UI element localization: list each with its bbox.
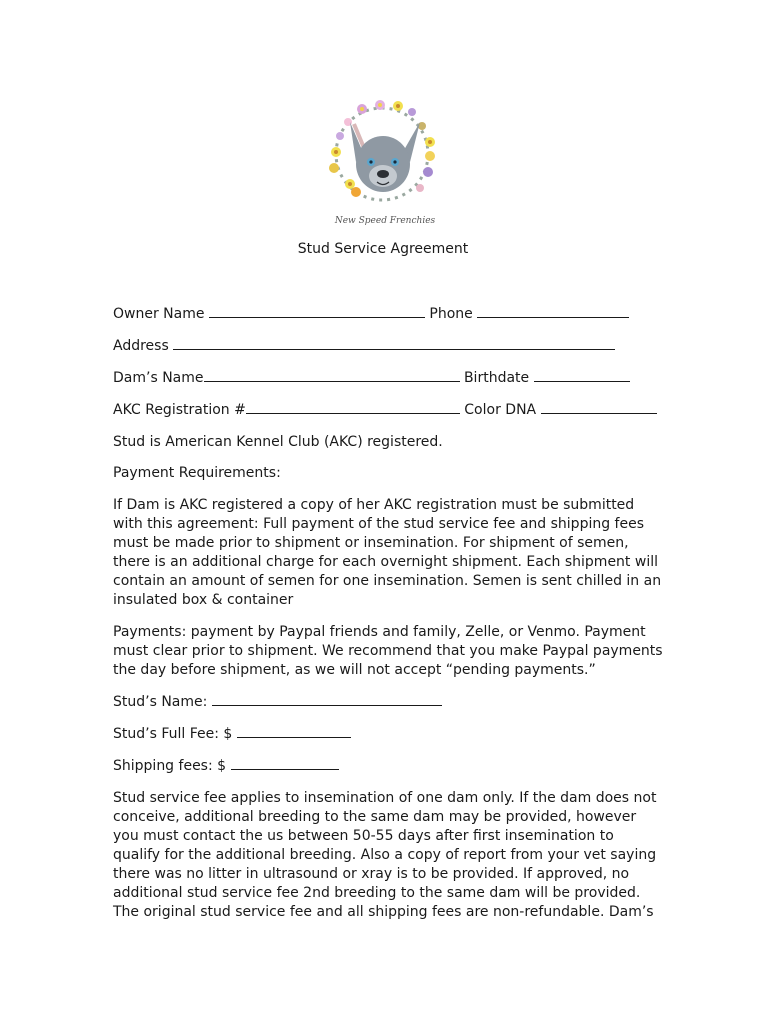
birthdate-field[interactable] bbox=[534, 369, 630, 382]
paragraph-registration-payment: If Dam is AKC registered a copy of her AKC registration must be submitted with this agreement: Full payment of the stud service fee and shipping fees must be made prior to shipment or insemination. For shipment of semen, there is an additional charge for each overnight shipment. Each shipment will contain an amount of semen for one insemination. Semen is sent chilled in an insulated box & container bbox=[113, 497, 662, 608]
stud-name-label: Stud’s Name: bbox=[113, 694, 208, 710]
owner-name-label: Owner Name bbox=[113, 306, 205, 322]
akc-registration-field[interactable] bbox=[246, 401, 460, 414]
french-bulldog-floral-wreath-logo bbox=[322, 92, 448, 232]
stud-name-line bbox=[113, 693, 442, 711]
stud-fee-line bbox=[113, 725, 351, 743]
stud-fee-label: Stud’s Full Fee: $ bbox=[113, 726, 233, 742]
paragraph-stud-service-terms: Stud service fee applies to insemination of one dam only. If the dam does not conceive, additional breeding to the same dam may be provided, however you must contact the us between 50-55 days after first insemination to qualify for the additional breeding. Also a copy of report from your vet saying there was no litter in ultrasound or xray is to be provided. If approved, no additional stud service fee 2nd breeding to the same dam will be provided. The original stud service fee and all shipping fees are non-refundable. Dam’s bbox=[113, 790, 657, 920]
dam-name-line bbox=[113, 369, 630, 387]
stud-name-field[interactable] bbox=[212, 693, 442, 706]
owner-name-field[interactable] bbox=[209, 305, 425, 318]
address-field[interactable] bbox=[173, 337, 615, 350]
akc-color-line bbox=[113, 401, 657, 419]
owner-phone-line bbox=[113, 305, 629, 323]
phone-label: Phone bbox=[429, 306, 473, 322]
kennel-logo bbox=[322, 92, 448, 232]
shipping-fees-line bbox=[113, 757, 339, 775]
payment-heading: Payment Requirements: bbox=[113, 465, 281, 481]
dam-name-field[interactable] bbox=[204, 369, 460, 382]
color-dna-label: Color DNA bbox=[464, 402, 537, 418]
address-line bbox=[113, 337, 615, 355]
shipping-fees-field[interactable] bbox=[231, 757, 339, 770]
birthdate-label: Birthdate bbox=[463, 370, 530, 386]
shipping-fees-label: Shipping fees: $ bbox=[113, 758, 227, 774]
akc-registration-label: AKC Registration # bbox=[113, 402, 246, 418]
paragraph-payment-methods: Payments: payment by Paypal friends and family, Zelle, or Venmo. Payment must clear prior to shipment. We recommend that you make Paypal payments the day before shipment, as we will not accept “pending payments.” bbox=[113, 624, 663, 678]
phone-field[interactable] bbox=[477, 305, 629, 318]
address-label: Address bbox=[113, 338, 169, 354]
stud-fee-field[interactable] bbox=[237, 725, 351, 738]
color-dna-field[interactable] bbox=[541, 401, 657, 414]
logo-caption: New Speed Frenchies bbox=[334, 216, 436, 226]
dam-name-label: Dam’s Name bbox=[113, 370, 204, 386]
document-title: Stud Service Agreement bbox=[297, 241, 469, 257]
akc-statement: Stud is American Kennel Club (AKC) registered. bbox=[113, 434, 443, 450]
